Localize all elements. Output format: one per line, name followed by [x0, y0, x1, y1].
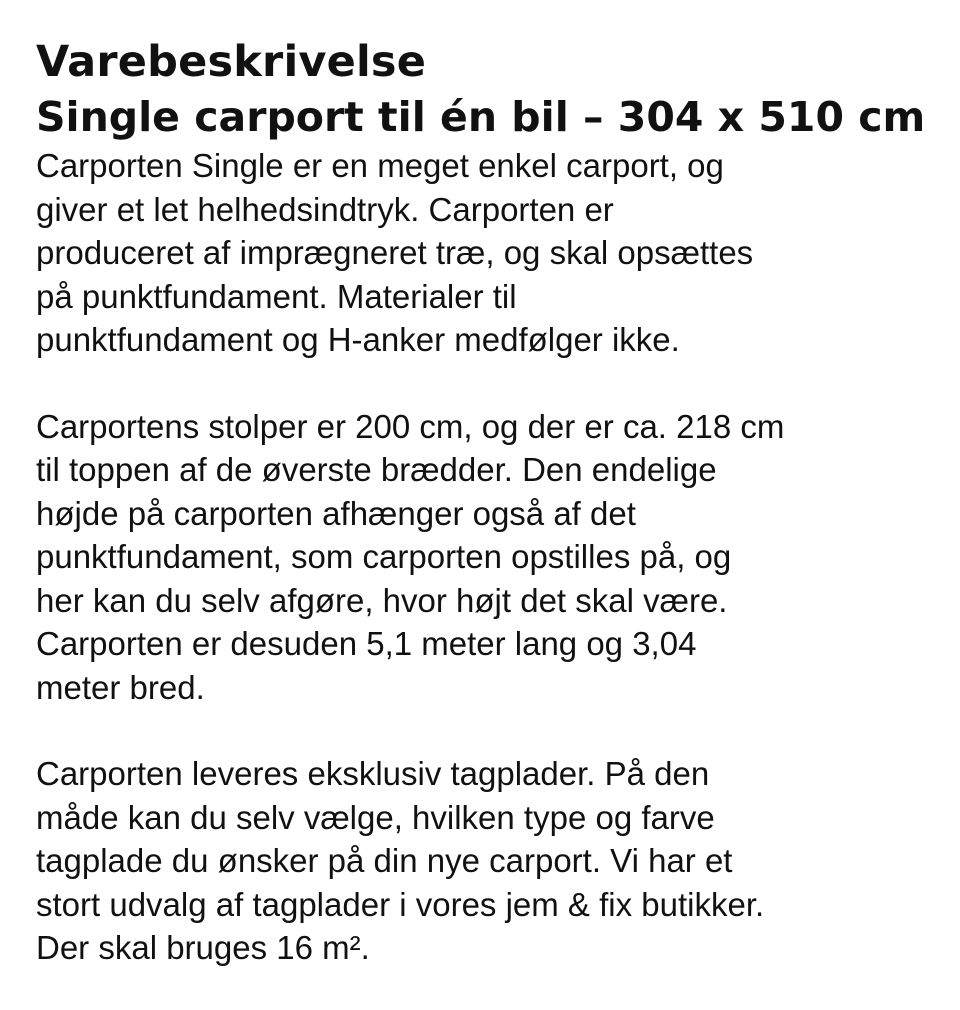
- text-line: her kan du selv afgøre, hvor højt det skal være.: [36, 581, 728, 619]
- section-title: Varebeskrivelse: [36, 37, 427, 87]
- text-line: punktfundament og H-anker medfølger ikke.: [36, 321, 680, 358]
- text-line: giver et let helhedsindtryk. Carporten er: [36, 190, 614, 228]
- text-line: højde på carporten afhænger også af det: [36, 494, 636, 532]
- text-line: punktfundament, som carporten opstilles på, og: [36, 538, 732, 575]
- description-paragraph-3: [36, 752, 936, 970]
- text-line: Der skal bruges 16 m².: [36, 929, 370, 966]
- text-line: produceret af imprægneret træ, og skal opsættes: [36, 234, 754, 271]
- text-line: Carporten Single er en meget enkel carport, og: [36, 147, 724, 184]
- description-paragraph-2: [36, 405, 936, 710]
- text-line: stort udvalg af tagplader i vores jem & fix butikker.: [36, 885, 765, 923]
- text-line: på punktfundament. Materialer til: [36, 277, 517, 315]
- product-description: [36, 36, 936, 970]
- text-line: tagplade du ønsker på din nye carport. Vi har et: [36, 842, 733, 879]
- text-line: Carporten leveres eksklusiv tagplader. På den: [36, 755, 710, 792]
- text-line: Carportens stolper er 200 cm, og der er ca. 218 cm: [36, 407, 785, 445]
- text-line: måde kan du selv vælge, hvilken type og farve: [36, 798, 715, 836]
- product-title: Single carport til én bil – 304 x 510 cm: [36, 92, 926, 141]
- description-paragraph-1: [36, 144, 936, 362]
- text-line: meter bred.: [36, 668, 205, 706]
- text-line: Carporten er desuden 5,1 meter lang og 3,04: [36, 625, 697, 662]
- text-line: til toppen af de øverste brædder. Den endelige: [36, 451, 717, 488]
